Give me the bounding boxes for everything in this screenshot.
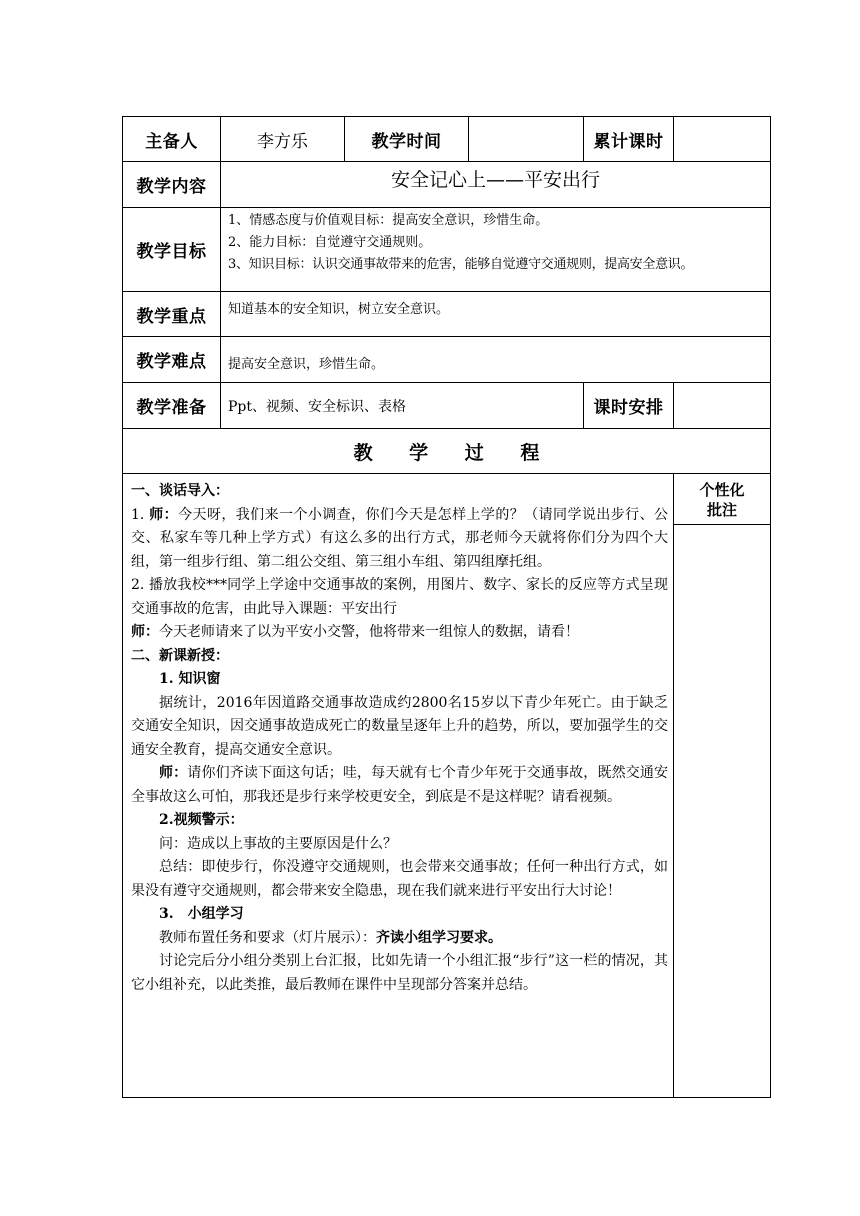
process-title-row xyxy=(123,429,771,474)
content-row xyxy=(123,162,771,208)
subsection-title: 1. 知识窗 xyxy=(159,671,221,687)
paragraph: 讨论完后分小组分类别上台汇报，比如先请一个小组汇报“步行”这一栏的情况，其它小组补充，以此类推，最后教师在课件中呈现部分答案并总结。 xyxy=(131,953,668,993)
paragraph: 师：请你们齐读下面这句话；哇，每天就有七个青少年死于交通事故，既然交通安全事故这么可怕，那我还是步行来学校更安全，到底是不是这样呢？请看视频。 xyxy=(131,765,669,805)
annotation-column xyxy=(674,474,771,1098)
speaker-label: 师： xyxy=(149,506,179,523)
process-title: 教 学 过 程 xyxy=(123,429,771,474)
preparer-label: 主备人 xyxy=(123,117,221,162)
preparation-value: Ppt、视频、安全标识、表格 xyxy=(221,383,584,429)
paragraph: 1. 师：今天呀，我们来一个小调查，你们今天是怎样上学的？（请同学说出步行、公交、私家车等几种上学方式）有这么多的出行方式，那老师今天就将你们分为四个大组，第一组步行组、第二组公交组、第三组小车组、第四组摩托组。 xyxy=(131,506,668,570)
difficulties-label: 教学难点 xyxy=(123,337,221,383)
paragraph: 问：造成以上事故的主要原因是什么？ xyxy=(159,835,397,852)
paragraph: 据统计，2016年因道路交通事故造成约2800名15岁以下青少年死亡。由于缺乏交通安全知识，因交通事故造成死亡的数量呈逐年上升的趋势，所以，要加强学生的交通安全教育，提高交通安全意识。 xyxy=(131,694,668,758)
annotation-header: 个性化 批注 xyxy=(673,480,771,525)
schedule-label: 课时安排 xyxy=(584,383,674,429)
goal-item: 2、能力目标：自觉遵守交通规则。 xyxy=(228,235,432,250)
preparation-row xyxy=(123,383,771,429)
goal-item: 1、情感态度与价值观目标：提高安全意识，珍惜生命。 xyxy=(228,213,549,228)
section-title-intro: 一、谈话导入： xyxy=(131,483,229,499)
paragraph: 总结：即使步行，你没遵守交通规则，也会带来交通事故；任何一种出行方式，如果没有遵守交通规则，都会带来安全隐患，现在我们就来进行平安出行大讨论！ xyxy=(131,859,668,899)
key-points-row xyxy=(123,292,771,337)
goal-item: 3、知识目标：认识交通事故带来的危害，能够自觉遵守交通规则，提高安全意识。 xyxy=(228,257,694,272)
goals-label: 教学目标 xyxy=(123,208,221,292)
difficulties-row xyxy=(123,337,771,383)
schedule-value xyxy=(674,383,771,429)
key-points-label: 教学重点 xyxy=(123,292,221,337)
section-title-new-lesson: 二、新课新授： xyxy=(131,647,229,664)
content-label: 教学内容 xyxy=(123,162,221,208)
preparer-value: 李方乐 xyxy=(221,117,345,162)
paragraph: 教师布置任务和要求（灯片展示）：齐读小组学习要求。 xyxy=(159,929,502,946)
lesson-plan-page xyxy=(122,116,770,1098)
teaching-time-label: 教学时间 xyxy=(345,117,469,162)
lesson-plan-table xyxy=(122,116,771,1098)
content-title: 安全记心上——平安出行 xyxy=(221,162,771,208)
header-row xyxy=(123,117,771,162)
goals-row xyxy=(123,208,771,292)
preparation-label: 教学准备 xyxy=(123,383,221,429)
paragraph: 2. 播放我校***同学上学途中交通事故的案例，用图片、数字、家长的反应等方式呈现交通事故的危害，由此导入课题：平安出行 xyxy=(131,577,668,617)
difficulties-value: 提高安全意识，珍惜生命。 xyxy=(221,337,771,383)
process-body-row xyxy=(123,474,771,1098)
paragraph: 师：今天老师请来了以为平安小交警，他将带来一组惊人的数据，请看！ xyxy=(131,624,579,640)
cumulative-hours-value xyxy=(674,117,771,162)
goals-list xyxy=(221,208,771,292)
teaching-time-value xyxy=(469,117,584,162)
process-body xyxy=(123,474,674,1098)
cumulative-hours-label: 累计课时 xyxy=(584,117,674,162)
speaker-label: 师： xyxy=(159,765,188,781)
key-points-value: 知道基本的安全知识，树立安全意识。 xyxy=(221,292,771,337)
subsection-title: 2.视频警示： xyxy=(159,812,244,828)
speaker-label: 师： xyxy=(131,624,159,640)
subsection-title: 3. 小组学习 xyxy=(159,906,244,922)
